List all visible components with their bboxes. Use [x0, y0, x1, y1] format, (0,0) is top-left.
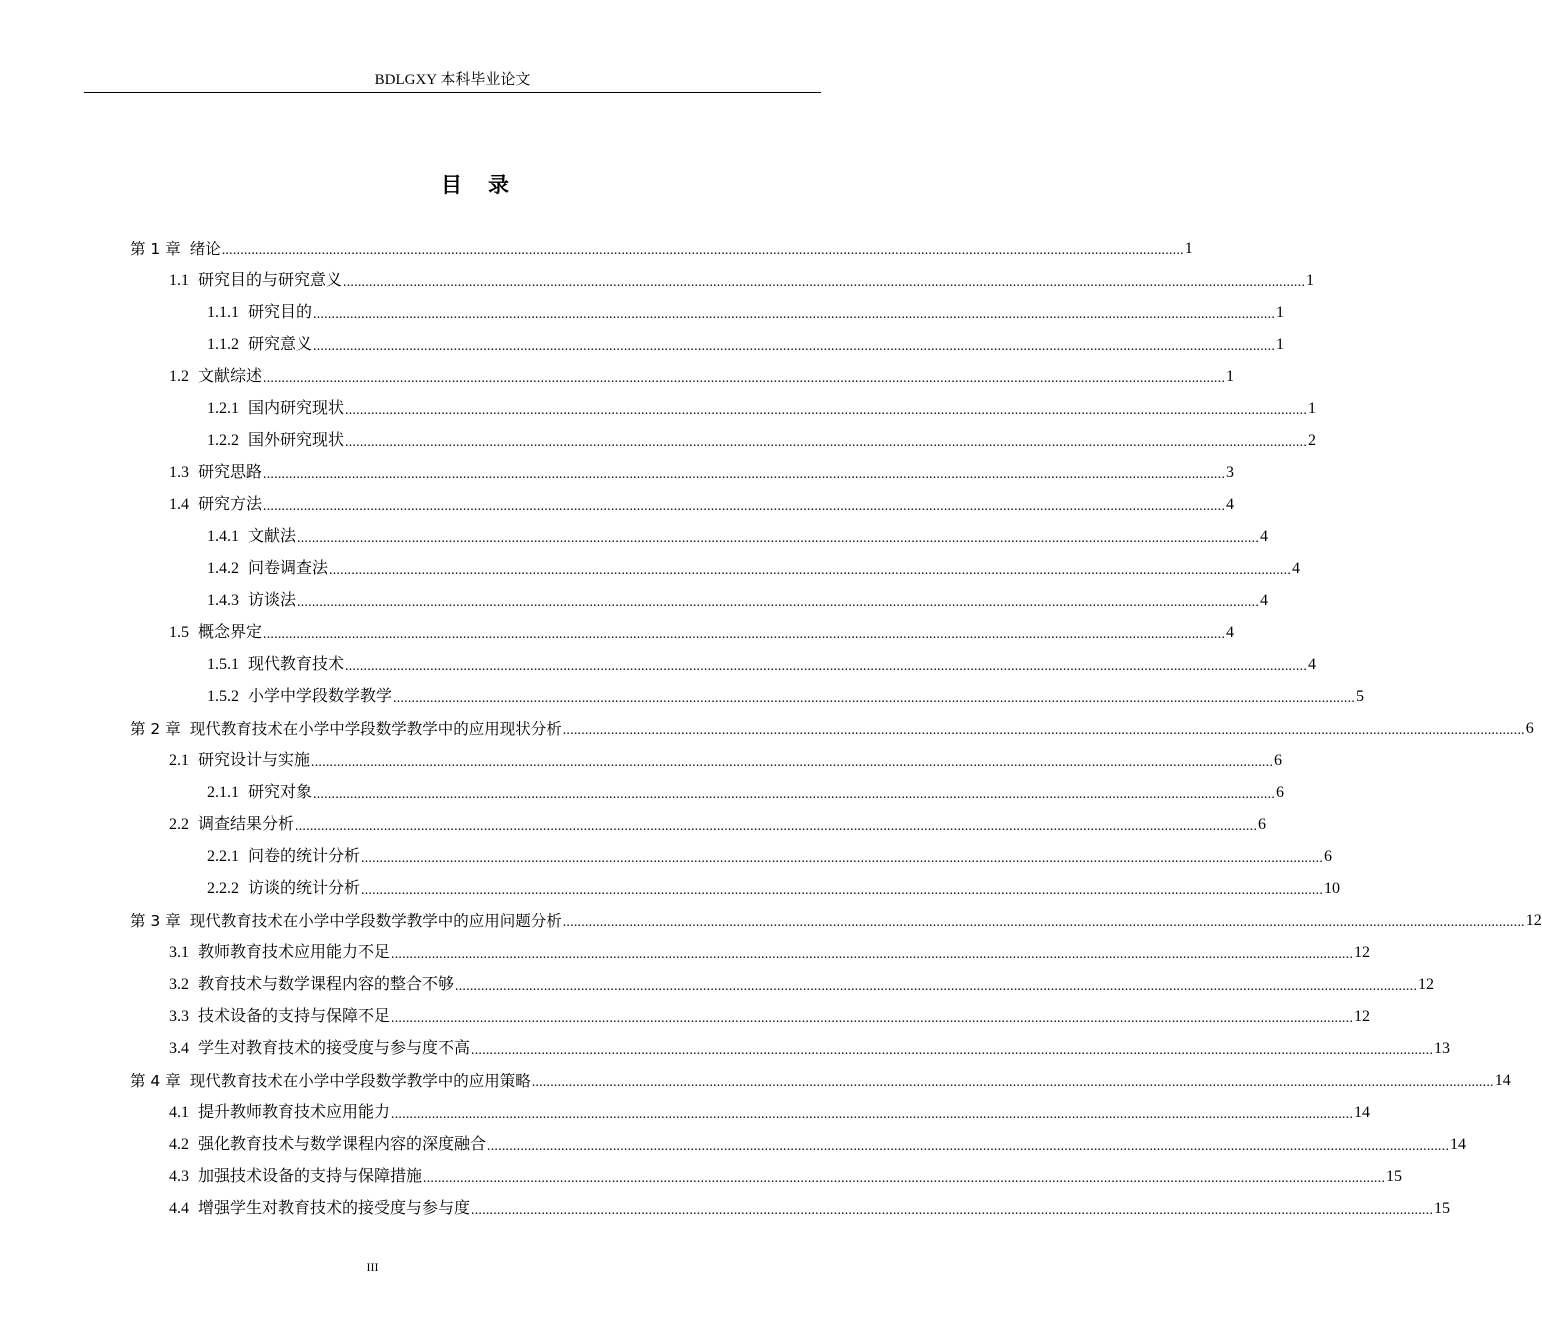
toc-entry-label: 研究方法	[198, 496, 263, 513]
toc-entry-label: 技术设备的支持与保障不足	[198, 1008, 391, 1025]
toc-entry-title	[169, 815, 294, 835]
toc-page-number: 1	[1308, 400, 1317, 417]
toc-entry-label: 增强学生对教育技术的接受度与参与度	[198, 1200, 471, 1217]
toc-entry-title	[169, 463, 262, 483]
toc-dot-leader: ....................................................................................................................................................................................................................................................................	[295, 819, 1258, 834]
toc-page-number: 3	[1226, 464, 1235, 481]
toc-page-number: 12	[1354, 944, 1371, 961]
toc-page-number: 1	[1226, 368, 1235, 385]
toc-entry-title	[169, 1199, 470, 1219]
toc-page-number: 15	[1386, 1168, 1403, 1185]
toc-entry-title	[130, 719, 562, 739]
toc-page-number: 6	[1258, 816, 1267, 833]
toc-entry-number: 1.2.1	[207, 400, 239, 417]
toc-entry-number: 1.3	[169, 464, 189, 481]
toc-dot-leader: ....................................................................................................................................................................................................................................................................	[263, 371, 1226, 386]
toc-entry-number: 第 1 章	[130, 240, 181, 258]
toc-section-entry[interactable]	[169, 617, 1235, 649]
toc-entry-label: 研究目的与研究意义	[198, 272, 343, 289]
toc-section-entry[interactable]	[169, 937, 1371, 969]
toc-page-number: 1	[1184, 240, 1193, 257]
toc-entry-number: 3.2	[169, 976, 189, 993]
toc-section-entry[interactable]	[169, 361, 1235, 393]
toc-entry-number: 4.4	[169, 1200, 189, 1217]
toc-entry-title	[169, 943, 390, 963]
toc-page-number: 6	[1274, 752, 1283, 769]
toc-section-entry[interactable]	[169, 489, 1235, 521]
toc-dot-leader: ....................................................................................................................................................................................................................................................................	[471, 1203, 1434, 1218]
toc-entry-title	[169, 1103, 390, 1123]
toc-subsection-entry[interactable]	[207, 425, 1317, 457]
toc-dot-leader: ....................................................................................................................................................................................................................................................................	[391, 947, 1354, 962]
toc-entry-label: 研究意义	[248, 336, 313, 353]
toc-entry-number: 第 2 章	[130, 720, 181, 738]
toc-page-number: 14	[1354, 1104, 1371, 1121]
toc-entry-number: 1.4	[169, 496, 189, 513]
toc-page-number: 4	[1260, 528, 1269, 545]
toc-dot-leader: ....................................................................................................................................................................................................................................................................	[297, 531, 1260, 546]
toc-dot-leader: ....................................................................................................................................................................................................................................................................	[313, 307, 1276, 322]
toc-chapter-entry[interactable]	[130, 1065, 1511, 1097]
toc-dot-leader: ....................................................................................................................................................................................................................................................................	[313, 339, 1276, 354]
toc-entry-label: 教师教育技术应用能力不足	[198, 944, 391, 961]
toc-entry-number: 1.1.1	[207, 304, 239, 321]
toc-entry-label: 文献综述	[198, 368, 263, 385]
toc-title: 目录	[441, 173, 535, 197]
toc-entry-number: 1.4.3	[207, 592, 239, 609]
toc-entry-label: 小学中学段数学教学	[248, 688, 393, 705]
toc-entry-number: 1.5	[169, 624, 189, 641]
toc-entry-number: 1.5.1	[207, 656, 239, 673]
toc-section-entry[interactable]	[169, 745, 1283, 777]
toc-entry-label: 研究思路	[198, 464, 263, 481]
toc-entry-title	[169, 1167, 422, 1187]
toc-entry-title	[207, 431, 344, 451]
toc-page-number: 12	[1525, 912, 1542, 929]
toc-entry-label: 国外研究现状	[248, 432, 345, 449]
toc-entry-title	[169, 367, 262, 387]
toc-page-number: 4	[1260, 592, 1269, 609]
toc-dot-leader: ....................................................................................................................................................................................................................................................................	[531, 1075, 1494, 1090]
toc-entry-number: 4.1	[169, 1104, 189, 1121]
toc-section-entry[interactable]	[169, 809, 1267, 841]
toc-entry-label: 文献法	[248, 528, 297, 545]
toc-page-number: 2	[1308, 432, 1317, 449]
toc-page-number: 6	[1276, 784, 1285, 801]
toc-dot-leader: ....................................................................................................................................................................................................................................................................	[393, 691, 1356, 706]
toc-entry-title	[207, 303, 312, 323]
toc-entry-title	[169, 271, 342, 291]
toc-entry-number: 2.2.2	[207, 880, 239, 897]
toc-section-entry[interactable]	[169, 265, 1315, 297]
toc-entry-number: 4.3	[169, 1168, 189, 1185]
toc-entry-label: 教育技术与数学课程内容的整合不够	[198, 976, 455, 993]
toc-entry-number: 3.4	[169, 1040, 189, 1057]
toc-entry-title	[169, 1007, 390, 1027]
toc-dot-leader: ....................................................................................................................................................................................................................................................................	[361, 883, 1324, 898]
toc-dot-leader: ....................................................................................................................................................................................................................................................................	[311, 755, 1274, 770]
toc-dot-leader: ....................................................................................................................................................................................................................................................................	[263, 627, 1226, 642]
toc-page-number: 14	[1494, 1072, 1511, 1089]
toc-entry-label: 绪论	[189, 240, 221, 258]
toc-entry-title	[130, 239, 221, 259]
toc-dot-leader: ....................................................................................................................................................................................................................................................................	[471, 1043, 1434, 1058]
toc-page-number: 10	[1324, 880, 1341, 897]
toc-section-entry[interactable]	[169, 1097, 1371, 1129]
toc-entry-label: 现代教育技术在小学中学段数学教学中的应用现状分析	[189, 720, 562, 738]
toc-entry-label: 问卷的统计分析	[248, 848, 361, 865]
toc-entry-number: 1.1	[169, 272, 189, 289]
toc-page-number: 12	[1418, 976, 1435, 993]
toc-entry-label: 研究设计与实施	[198, 752, 311, 769]
toc-page-number: 1	[1276, 336, 1285, 353]
toc-page-number: 4	[1226, 624, 1235, 641]
toc-entry-label: 访谈法	[248, 592, 297, 609]
toc-entry-label: 现代教育技术	[248, 656, 345, 673]
toc-page-number: 1	[1306, 272, 1315, 289]
toc-dot-leader: ....................................................................................................................................................................................................................................................................	[313, 787, 1276, 802]
toc-entry-title	[130, 1071, 531, 1091]
toc-entry-label: 研究目的	[248, 304, 313, 321]
toc-entry-number: 1.4.1	[207, 528, 239, 545]
toc-dot-leader: ....................................................................................................................................................................................................................................................................	[361, 851, 1324, 866]
toc-entry-number: 第 4 章	[130, 1072, 181, 1090]
toc-entry-title	[169, 1039, 470, 1059]
toc-dot-leader: ....................................................................................................................................................................................................................................................................	[345, 659, 1308, 674]
toc-entry-title	[207, 399, 344, 419]
toc-dot-leader: ....................................................................................................................................................................................................................................................................	[263, 499, 1226, 514]
toc-entry-number: 3.1	[169, 944, 189, 961]
toc-page-number: 4	[1308, 656, 1317, 673]
toc-subsection-entry[interactable]	[207, 841, 1333, 873]
toc-entry-title	[169, 975, 454, 995]
toc-subsection-entry[interactable]	[207, 553, 1301, 585]
toc-entry-label: 现代教育技术在小学中学段数学教学中的应用策略	[189, 1072, 531, 1090]
toc-entry-label: 学生对教育技术的接受度与参与度不高	[198, 1040, 471, 1057]
toc-entry-title	[207, 879, 360, 899]
toc-dot-leader: ....................................................................................................................................................................................................................................................................	[345, 403, 1308, 418]
toc-section-entry[interactable]	[169, 969, 1435, 1001]
toc-dot-leader: ....................................................................................................................................................................................................................................................................	[423, 1171, 1386, 1186]
toc-subsection-entry[interactable]	[207, 681, 1365, 713]
toc-dot-leader: ....................................................................................................................................................................................................................................................................	[562, 915, 1525, 930]
toc-entry-number: 第 3 章	[130, 912, 181, 930]
toc-page-number: 15	[1434, 1200, 1451, 1217]
page-number: III	[366, 1260, 379, 1274]
toc-dot-leader: ....................................................................................................................................................................................................................................................................	[455, 979, 1418, 994]
toc-dot-leader: ....................................................................................................................................................................................................................................................................	[263, 467, 1226, 482]
toc-entry-title	[169, 495, 262, 515]
toc-section-entry[interactable]	[169, 1193, 1451, 1225]
toc-page-number: 4	[1226, 496, 1235, 513]
toc-chapter-entry[interactable]	[130, 233, 1193, 265]
toc-page-number: 6	[1324, 848, 1333, 865]
toc-subsection-entry[interactable]	[207, 393, 1317, 425]
toc-section-entry[interactable]	[169, 1129, 1467, 1161]
toc-entry-label: 提升教师教育技术应用能力	[198, 1104, 391, 1121]
toc-entry-title	[207, 687, 392, 707]
toc-page-number: 14	[1450, 1136, 1467, 1153]
toc-subsection-entry[interactable]	[207, 649, 1317, 681]
toc-section-entry[interactable]	[169, 1001, 1371, 1033]
toc-page-number: 12	[1354, 1008, 1371, 1025]
toc-chapter-entry[interactable]	[130, 905, 1542, 937]
toc-entry-label: 调查结果分析	[198, 816, 295, 833]
toc-entry-label: 强化教育技术与数学课程内容的深度融合	[198, 1136, 487, 1153]
toc-entry-number: 1.2	[169, 368, 189, 385]
toc-entry-number: 1.4.2	[207, 560, 239, 577]
toc-entry-title	[207, 655, 344, 675]
toc-dot-leader: ....................................................................................................................................................................................................................................................................	[562, 723, 1525, 738]
toc-page-number: 13	[1434, 1040, 1451, 1057]
toc-entry-number: 2.2	[169, 816, 189, 833]
toc-entry-number: 2.2.1	[207, 848, 239, 865]
toc-page-number: 4	[1292, 560, 1301, 577]
toc-page-number: 6	[1525, 720, 1534, 737]
toc-subsection-entry[interactable]	[207, 585, 1269, 617]
toc-entry-number: 1.1.2	[207, 336, 239, 353]
toc-dot-leader: ....................................................................................................................................................................................................................................................................	[343, 275, 1306, 290]
page-header: BDLGXY 本科毕业论文	[84, 70, 821, 93]
toc-dot-leader: ....................................................................................................................................................................................................................................................................	[391, 1011, 1354, 1026]
toc-dot-leader: ....................................................................................................................................................................................................................................................................	[345, 435, 1308, 450]
toc-entry-title	[207, 559, 328, 579]
toc-page-number: 1	[1276, 304, 1285, 321]
toc-dot-leader: ....................................................................................................................................................................................................................................................................	[391, 1107, 1354, 1122]
toc-entry-title	[207, 783, 312, 803]
toc-section-entry[interactable]	[169, 457, 1235, 489]
toc-section-entry[interactable]	[169, 1033, 1451, 1065]
toc-entry-title	[169, 751, 310, 771]
toc-subsection-entry[interactable]	[207, 329, 1285, 361]
toc-entry-title	[130, 911, 562, 931]
toc-entry-label: 现代教育技术在小学中学段数学教学中的应用问题分析	[189, 912, 562, 930]
toc-page-number: 5	[1356, 688, 1365, 705]
toc-entry-label: 访谈的统计分析	[248, 880, 361, 897]
toc-entry-label: 问卷调查法	[248, 560, 329, 577]
toc-entry-number: 2.1	[169, 752, 189, 769]
toc-entry-number: 2.1.1	[207, 784, 239, 801]
toc-entry-number: 3.3	[169, 1008, 189, 1025]
toc-entry-label: 概念界定	[198, 624, 263, 641]
toc-entry-title	[207, 335, 312, 355]
toc-entry-label: 研究对象	[248, 784, 313, 801]
toc-dot-leader: ....................................................................................................................................................................................................................................................................	[487, 1139, 1450, 1154]
toc-subsection-entry[interactable]	[207, 873, 1341, 905]
toc-entry-label: 国内研究现状	[248, 400, 345, 417]
toc-entry-number: 1.2.2	[207, 432, 239, 449]
toc-chapter-entry[interactable]	[130, 713, 1534, 745]
toc-subsection-entry[interactable]	[207, 777, 1285, 809]
toc-entry-label: 加强技术设备的支持与保障措施	[198, 1168, 423, 1185]
toc-entry-title	[207, 847, 360, 867]
toc-dot-leader: ....................................................................................................................................................................................................................................................................	[221, 243, 1184, 258]
toc-entry-title	[207, 527, 296, 547]
toc-entry-number: 4.2	[169, 1136, 189, 1153]
toc-dot-leader: ....................................................................................................................................................................................................................................................................	[297, 595, 1260, 610]
toc-entry-title	[207, 591, 296, 611]
toc-dot-leader: ....................................................................................................................................................................................................................................................................	[329, 563, 1292, 578]
toc-subsection-entry[interactable]	[207, 521, 1269, 553]
toc-entry-title	[169, 1135, 486, 1155]
toc-entry-number: 1.5.2	[207, 688, 239, 705]
toc-subsection-entry[interactable]	[207, 297, 1285, 329]
toc-entry-title	[169, 623, 262, 643]
toc-section-entry[interactable]	[169, 1161, 1403, 1193]
